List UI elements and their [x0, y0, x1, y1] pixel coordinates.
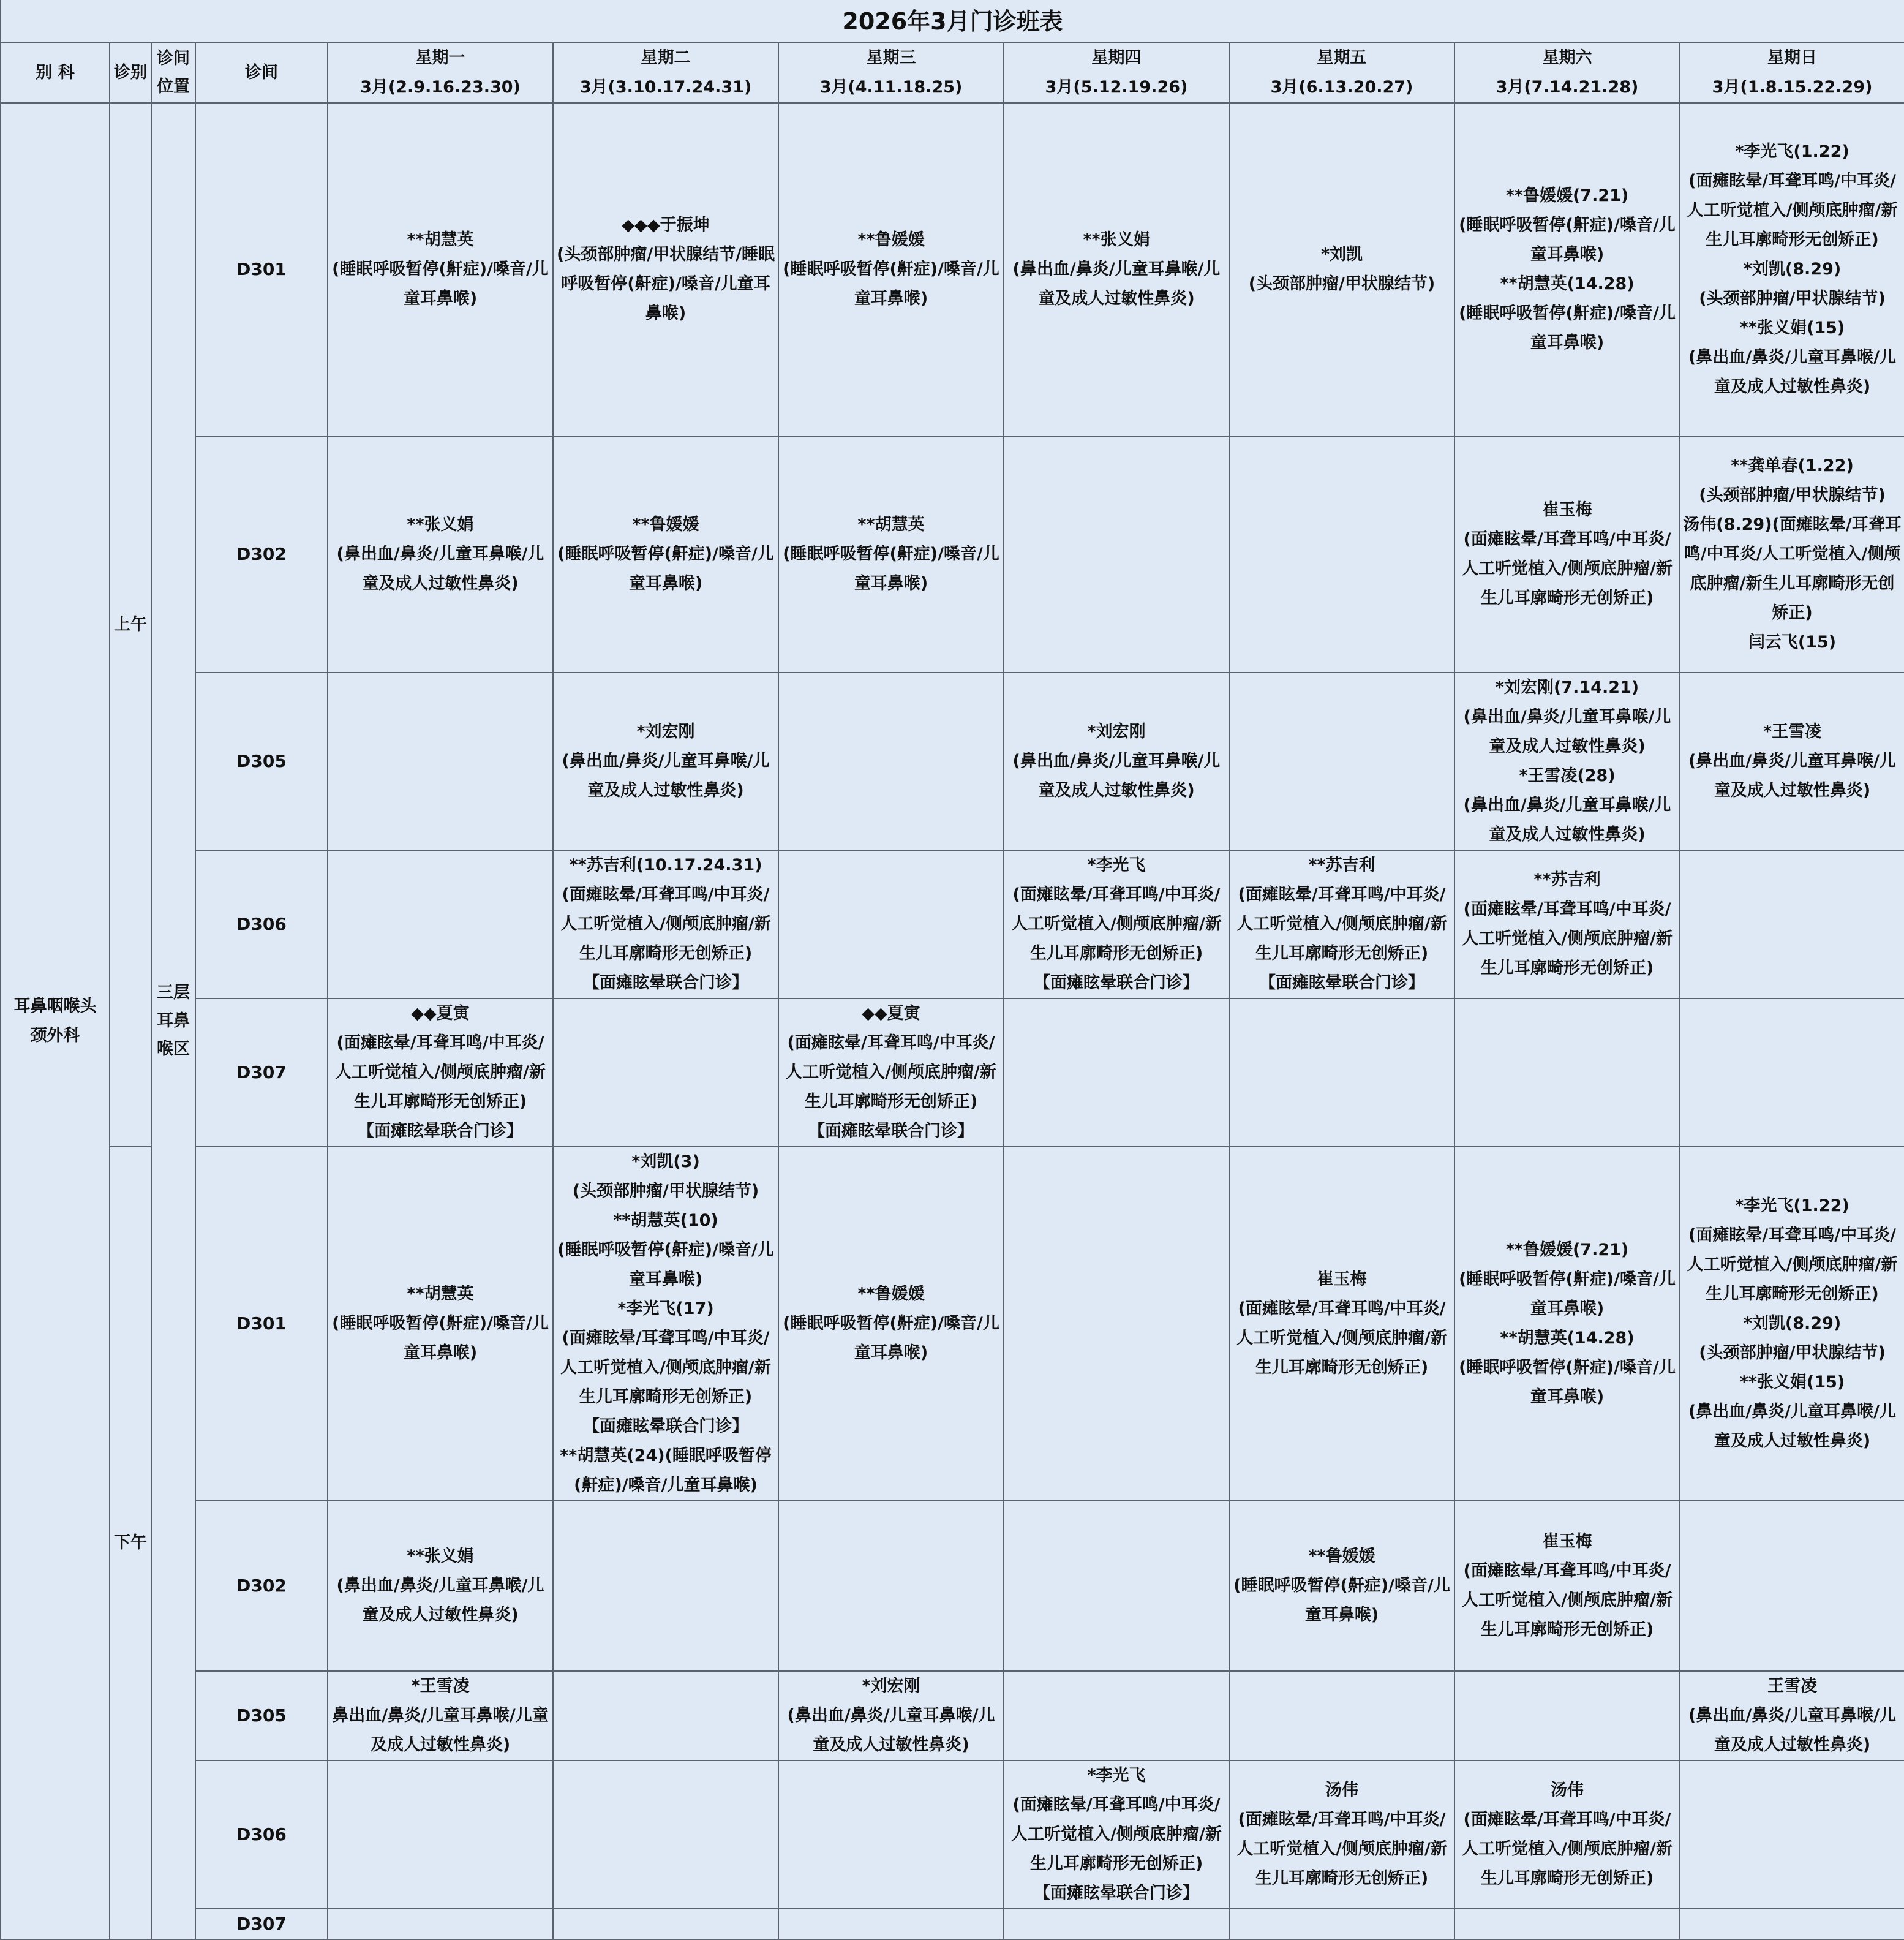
schedule-cell: *刘宏刚 (鼻出血/鼻炎/儿童耳鼻喉/儿童及成人过敏性鼻炎): [778, 1671, 1004, 1761]
schedule-cell: [328, 673, 553, 850]
day-header: [328, 43, 553, 103]
schedule-cell: **鲁媛媛 (睡眠呼吸暂停(鼾症)/嗓音/儿童耳鼻喉): [553, 436, 778, 673]
day-name: 星期日: [1767, 48, 1818, 67]
schedule-cell: [1680, 1501, 1904, 1671]
schedule-cell: [1680, 1909, 1904, 1939]
schedule-cell: ◆◆夏寅 (面瘫眩晕/耳聋耳鸣/中耳炎/人工听觉植入/侧颅底肿瘤/新生儿耳廓畸形无创矫正) 【面瘫眩晕联合门诊】: [328, 998, 553, 1147]
schedule-cell: [1229, 673, 1454, 850]
day-name: 星期二: [641, 48, 691, 67]
schedule-cell: 汤伟 (面瘫眩晕/耳聋耳鸣/中耳炎/人工听觉植入/侧颅底肿瘤/新生儿耳廓畸形无创矫正): [1229, 1761, 1454, 1909]
schedule-cell: *刘凯(3) (头颈部肿瘤/甲状腺结节) **胡慧英(10) (睡眠呼吸暂停(鼾症)/嗓音/儿童耳鼻喉) *李光飞(17) (面瘫眩晕/耳聋耳鸣/中耳炎/人工听觉植入/侧颅底肿瘤/新生儿耳廓畸形无创矫正) 【面瘫眩晕联合门诊】 **胡慧英(24)(睡眠呼吸暂停(鼾症)/嗓音/儿童耳鼻喉): [553, 1147, 778, 1501]
day-header: [553, 43, 778, 103]
table-row: [1, 1909, 1904, 1939]
schedule-cell: **龚单春(1.22) (头颈部肿瘤/甲状腺结节) 汤伟(8.29)(面瘫眩晕/耳聋耳鸣/中耳炎/人工听觉植入/侧颅底肿瘤/新生儿耳廓畸形无创矫正) 闫云飞(15): [1680, 436, 1904, 673]
schedule-cell: [778, 1761, 1004, 1909]
schedule-cell: [1229, 1671, 1454, 1761]
schedule-cell: [328, 850, 553, 998]
schedule-cell: [1229, 1909, 1454, 1939]
day-dates: 3月(1.8.15.22.29): [1712, 78, 1873, 97]
schedule-cell: **苏吉利 (面瘫眩晕/耳聋耳鸣/中耳炎/人工听觉植入/侧颅底肿瘤/新生儿耳廓畸形无创矫正) 【面瘫眩晕联合门诊】: [1229, 850, 1454, 998]
room-header: 诊间: [195, 43, 328, 103]
room-cell: D307: [195, 998, 328, 1147]
room-cell: D305: [195, 1671, 328, 1761]
schedule-cell: 崔玉梅 (面瘫眩晕/耳聋耳鸣/中耳炎/人工听觉植入/侧颅底肿瘤/新生儿耳廓畸形无创矫正): [1454, 436, 1680, 673]
schedule-cell: **鲁媛媛 (睡眠呼吸暂停(鼾症)/嗓音/儿童耳鼻喉): [778, 103, 1004, 436]
schedule-cell: [1004, 1909, 1229, 1939]
schedule-cell: [1004, 998, 1229, 1147]
day-header: [1004, 43, 1229, 103]
room-cell: D306: [195, 850, 328, 998]
schedule-cell: [1454, 1909, 1680, 1939]
day-dates: 3月(7.14.21.28): [1496, 78, 1639, 97]
schedule-cell: **苏吉利(10.17.24.31) (面瘫眩晕/耳聋耳鸣/中耳炎/人工听觉植入/侧颅底肿瘤/新生儿耳廓畸形无创矫正) 【面瘫眩晕联合门诊】: [553, 850, 778, 998]
schedule-cell: [778, 850, 1004, 998]
day-dates: 3月(2.9.16.23.30): [360, 78, 521, 97]
day-header: [1680, 43, 1904, 103]
schedule-cell: 王雪凌 (鼻出血/鼻炎/儿童耳鼻喉/儿童及成人过敏性鼻炎): [1680, 1671, 1904, 1761]
schedule-cell: **胡慧英 (睡眠呼吸暂停(鼾症)/嗓音/儿童耳鼻喉): [328, 1147, 553, 1501]
table-row: [1, 673, 1904, 850]
schedule-cell: [1229, 998, 1454, 1147]
schedule-cell: **张义娟 (鼻出血/鼻炎/儿童耳鼻喉/儿童及成人过敏性鼻炎): [1004, 103, 1229, 436]
schedule-cell: *李光飞(1.22) (面瘫眩晕/耳聋耳鸣/中耳炎/人工听觉植入/侧颅底肿瘤/新生儿耳廓畸形无创矫正) *刘凯(8.29) (头颈部肿瘤/甲状腺结节) **张义娟(15) (鼻出血/鼻炎/儿童耳鼻喉/儿童及成人过敏性鼻炎): [1680, 103, 1904, 436]
table-row: [1, 1147, 1904, 1501]
schedule-cell: *王雪凌 鼻出血/鼻炎/儿童耳鼻喉/儿童及成人过敏性鼻炎): [328, 1671, 553, 1761]
day-name: 星期一: [415, 48, 465, 67]
day-name: 星期四: [1091, 48, 1142, 67]
day-name: 星期三: [866, 48, 916, 67]
schedule-cell: ◆◆◆于振坤 (头颈部肿瘤/甲状腺结节/睡眠呼吸暂停(鼾症)/嗓音/儿童耳鼻喉): [553, 103, 778, 436]
department-header: 别 科: [1, 43, 110, 103]
schedule-cell: **胡慧英 (睡眠呼吸暂停(鼾症)/嗓音/儿童耳鼻喉): [778, 436, 1004, 673]
page-title: 2026年3月门诊班表: [1, 0, 1904, 43]
schedule-cell: [553, 1501, 778, 1671]
schedule-cell: [778, 673, 1004, 850]
schedule-cell: **张义娟 (鼻出血/鼻炎/儿童耳鼻喉/儿童及成人过敏性鼻炎): [328, 1501, 553, 1671]
schedule-cell: [553, 998, 778, 1147]
schedule-cell: [1454, 1671, 1680, 1761]
schedule-cell: *李光飞(1.22) (面瘫眩晕/耳聋耳鸣/中耳炎/人工听觉植入/侧颅底肿瘤/新生儿耳廓畸形无创矫正) *刘凯(8.29) (头颈部肿瘤/甲状腺结节) **张义娟(15) (鼻出血/鼻炎/儿童耳鼻喉/儿童及成人过敏性鼻炎): [1680, 1147, 1904, 1501]
schedule-cell: 崔玉梅 (面瘫眩晕/耳聋耳鸣/中耳炎/人工听觉植入/侧颅底肿瘤/新生儿耳廓畸形无创矫正): [1454, 1501, 1680, 1671]
schedule-cell: [1004, 436, 1229, 673]
schedule-cell: **鲁媛媛 (睡眠呼吸暂停(鼾症)/嗓音/儿童耳鼻喉): [1229, 1501, 1454, 1671]
schedule-cell: [553, 1909, 778, 1939]
schedule-cell: [1454, 998, 1680, 1147]
room-cell: D307: [195, 1909, 328, 1939]
schedule-cell: *刘宏刚(7.14.21) (鼻出血/鼻炎/儿童耳鼻喉/儿童及成人过敏性鼻炎) *王雪凌(28) (鼻出血/鼻炎/儿童耳鼻喉/儿童及成人过敏性鼻炎): [1454, 673, 1680, 850]
session-header: 诊别: [110, 43, 151, 103]
schedule-cell: [778, 1909, 1004, 1939]
schedule-cell: **鲁媛媛(7.21) (睡眠呼吸暂停(鼾症)/嗓音/儿童耳鼻喉) **胡慧英(14.28) (睡眠呼吸暂停(鼾症)/嗓音/儿童耳鼻喉): [1454, 103, 1680, 436]
table-row: [1, 436, 1904, 673]
day-name: 星期六: [1542, 48, 1592, 67]
table-row: [1, 1501, 1904, 1671]
schedule-cell: [1680, 850, 1904, 998]
room-cell: D302: [195, 1501, 328, 1671]
schedule-cell: [1004, 1671, 1229, 1761]
day-header: [1229, 43, 1454, 103]
schedule-cell: *刘凯 (头颈部肿瘤/甲状腺结节): [1229, 103, 1454, 436]
schedule-cell: **张义娟 (鼻出血/鼻炎/儿童耳鼻喉/儿童及成人过敏性鼻炎): [328, 436, 553, 673]
day-header: [1454, 43, 1680, 103]
schedule-cell: 崔玉梅 (面瘫眩晕/耳聋耳鸣/中耳炎/人工听觉植入/侧颅底肿瘤/新生儿耳廓畸形无创矫正): [1229, 1147, 1454, 1501]
room-cell: D306: [195, 1761, 328, 1909]
schedule-cell: [1229, 436, 1454, 673]
schedule-cell: [1680, 998, 1904, 1147]
day-header: [778, 43, 1004, 103]
schedule-cell: *王雪凌 (鼻出血/鼻炎/儿童耳鼻喉/儿童及成人过敏性鼻炎): [1680, 673, 1904, 850]
room-cell: D301: [195, 103, 328, 436]
schedule-cell: **胡慧英 (睡眠呼吸暂停(鼾症)/嗓音/儿童耳鼻喉): [328, 103, 553, 436]
day-dates: 3月(6.13.20.27): [1270, 78, 1413, 97]
schedule-cell: *李光飞 (面瘫眩晕/耳聋耳鸣/中耳炎/人工听觉植入/侧颅底肿瘤/新生儿耳廓畸形无创矫正) 【面瘫眩晕联合门诊】: [1004, 850, 1229, 998]
session-cell: 下午: [110, 1147, 151, 1939]
session-cell: 上午: [110, 103, 151, 1147]
schedule-cell: [778, 1501, 1004, 1671]
day-name: 星期五: [1317, 48, 1367, 67]
schedule-cell: [553, 1761, 778, 1909]
schedule-cell: 汤伟 (面瘫眩晕/耳聋耳鸣/中耳炎/人工听觉植入/侧颅底肿瘤/新生儿耳廓畸形无创矫正): [1454, 1761, 1680, 1909]
schedule-cell: *刘宏刚 (鼻出血/鼻炎/儿童耳鼻喉/儿童及成人过敏性鼻炎): [1004, 673, 1229, 850]
day-dates: 3月(4.11.18.25): [819, 78, 963, 97]
table-row: [1, 103, 1904, 436]
schedule-cell: *刘宏刚 (鼻出血/鼻炎/儿童耳鼻喉/儿童及成人过敏性鼻炎): [553, 673, 778, 850]
table-row: [1, 998, 1904, 1147]
schedule-cell: [328, 1761, 553, 1909]
department-cell: 耳鼻咽喉头颈外科: [1, 103, 110, 1939]
schedule-cell: *李光飞 (面瘫眩晕/耳聋耳鸣/中耳炎/人工听觉植入/侧颅底肿瘤/新生儿耳廓畸形无创矫正) 【面瘫眩晕联合门诊】: [1004, 1761, 1229, 1909]
table-row: [1, 850, 1904, 998]
schedule-cell: [1004, 1147, 1229, 1501]
location-cell: 三层耳鼻喉区: [151, 103, 195, 1939]
room-cell: D301: [195, 1147, 328, 1501]
room-cell: D302: [195, 436, 328, 673]
schedule-cell: [553, 1671, 778, 1761]
schedule-cell: ◆◆夏寅 (面瘫眩晕/耳聋耳鸣/中耳炎/人工听觉植入/侧颅底肿瘤/新生儿耳廓畸形无创矫正) 【面瘫眩晕联合门诊】: [778, 998, 1004, 1147]
day-dates: 3月(3.10.17.24.31): [579, 78, 752, 97]
table-row: [1, 1671, 1904, 1761]
schedule-cell: **鲁媛媛(7.21) (睡眠呼吸暂停(鼾症)/嗓音/儿童耳鼻喉) **胡慧英(14.28) (睡眠呼吸暂停(鼾症)/嗓音/儿童耳鼻喉): [1454, 1147, 1680, 1501]
room-cell: D305: [195, 673, 328, 850]
schedule-cell: [328, 1909, 553, 1939]
table-row: [1, 1761, 1904, 1909]
schedule-cell: [1004, 1501, 1229, 1671]
day-dates: 3月(5.12.19.26): [1045, 78, 1188, 97]
schedule-cell: **鲁媛媛 (睡眠呼吸暂停(鼾症)/嗓音/儿童耳鼻喉): [778, 1147, 1004, 1501]
schedule-cell: [1680, 1761, 1904, 1909]
schedule-cell: **苏吉利 (面瘫眩晕/耳聋耳鸣/中耳炎/人工听觉植入/侧颅底肿瘤/新生儿耳廓畸形无创矫正): [1454, 850, 1680, 998]
location-header: 诊间位置: [151, 43, 195, 103]
